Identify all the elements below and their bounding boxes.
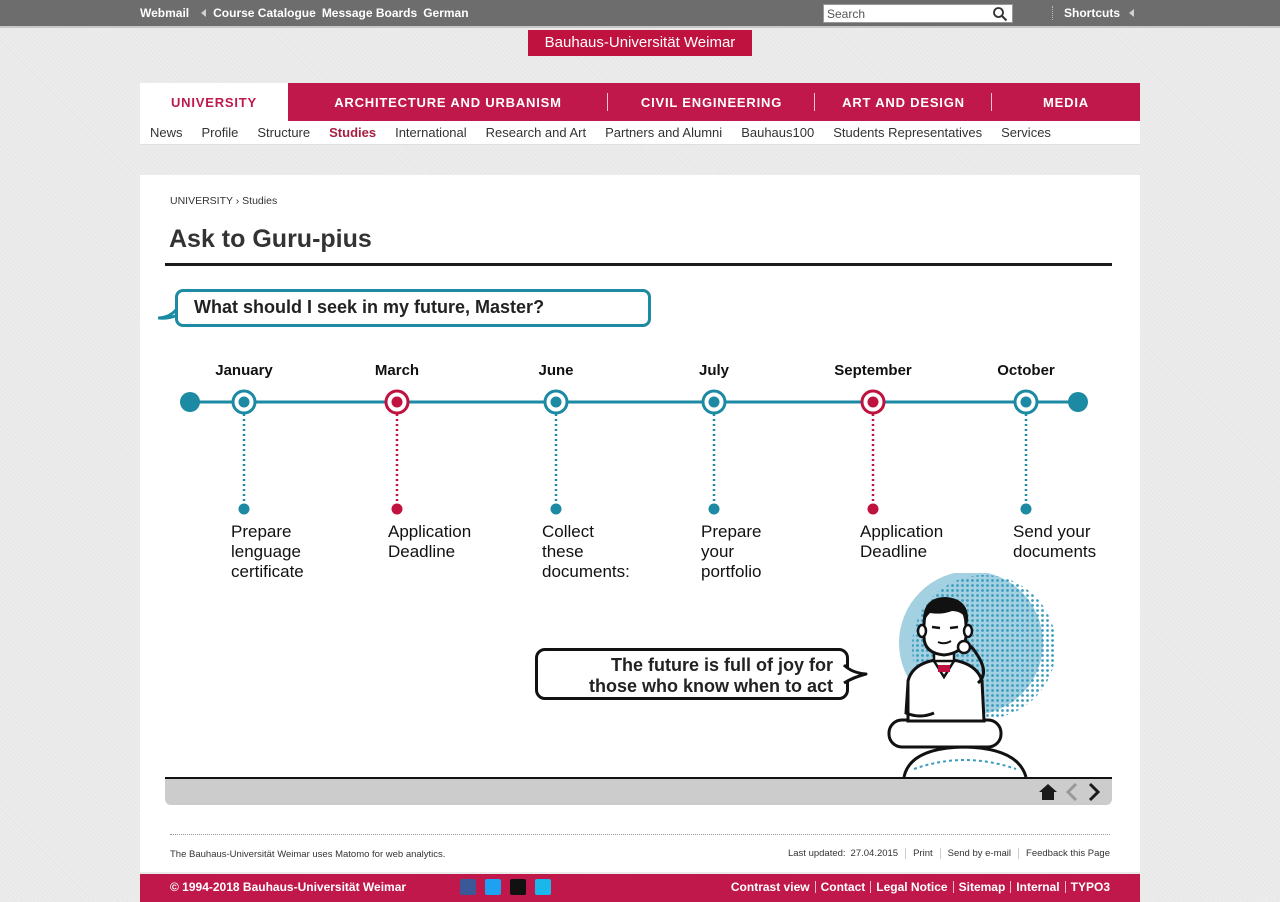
facebook-icon[interactable]	[460, 879, 476, 895]
milestone-node-core	[239, 397, 250, 408]
tab-architecture-and-urbanism[interactable]	[288, 83, 608, 121]
tab-art-and-design[interactable]	[815, 83, 992, 121]
chevron-left-icon[interactable]	[1064, 782, 1080, 802]
print-link[interactable]: Print	[913, 848, 933, 859]
breadcrumb-current: Studies	[242, 195, 278, 207]
month-label: January	[215, 362, 273, 379]
breadcrumb-separator: ›	[235, 195, 240, 207]
subnav-international[interactable]: International	[395, 125, 467, 140]
language-german-link[interactable]: German	[423, 6, 469, 20]
divider	[1065, 881, 1066, 893]
page-meta	[788, 848, 1110, 859]
twitter-icon[interactable]	[485, 879, 501, 895]
timeline-graphic	[140, 385, 1140, 545]
subnav-bauhaus100[interactable]: Bauhaus100	[741, 125, 815, 140]
search-icon[interactable]	[992, 6, 1008, 22]
breadcrumb	[170, 195, 277, 207]
answer-bubble	[535, 648, 849, 700]
milestone-node-core	[1021, 397, 1032, 408]
desc-line: certificate	[231, 562, 304, 581]
slide-nav-bar	[165, 777, 1112, 805]
message-boards-link[interactable]: Message Boards	[321, 6, 418, 20]
milestone-endpoint	[868, 504, 879, 515]
search-input[interactable]	[824, 5, 989, 22]
main-content	[140, 175, 1140, 872]
page-title: Ask to Guru-pius	[169, 225, 372, 253]
contrast-view-link[interactable]: Contrast view	[730, 880, 810, 894]
slide-nav-icons	[1038, 782, 1102, 802]
desc-line: Deadline	[388, 542, 456, 561]
desc-line: these	[542, 542, 584, 561]
desc-line: Prepare	[701, 522, 762, 541]
footer-rule	[170, 834, 1110, 835]
last-updated-label: Last updated:	[787, 848, 846, 859]
timeline	[140, 355, 1140, 585]
divider	[1052, 6, 1053, 20]
milestone-endpoint	[551, 504, 562, 515]
main-nav	[140, 83, 1140, 121]
milestone-description	[1013, 522, 1133, 562]
arrow-left-icon	[201, 9, 206, 17]
tab-civil-engineering[interactable]	[608, 83, 815, 121]
milestone-node-core	[709, 397, 720, 408]
answer-line: The future is full of joy for	[611, 655, 833, 675]
typo3-link[interactable]: TYPO3	[1070, 880, 1110, 894]
last-updated-date: 27.04.2015	[850, 848, 899, 859]
guru-illustration	[880, 573, 1060, 778]
university-logo[interactable]: Bauhaus-Universität Weimar	[528, 30, 752, 56]
tab-media[interactable]	[992, 83, 1140, 121]
milestone-endpoint	[1021, 504, 1032, 515]
milestone-endpoint	[392, 504, 403, 515]
vimeo-icon[interactable]	[535, 879, 551, 895]
sub-nav	[140, 121, 1140, 145]
subnav-news[interactable]: News	[150, 125, 183, 140]
milestone-description	[860, 522, 980, 562]
webmail-link[interactable]: Webmail	[140, 6, 190, 20]
month-label: October	[997, 362, 1055, 379]
tab-label: ARCHITECTURE AND URBANISM	[334, 94, 562, 110]
divider	[1010, 881, 1011, 893]
social-links	[460, 879, 551, 895]
footer-links	[731, 874, 1110, 900]
timeline-end-dot	[1068, 392, 1088, 412]
internal-link[interactable]: Internal	[1016, 880, 1060, 894]
send-email-link[interactable]: Send by e-mail	[947, 848, 1012, 859]
tab-label: UNIVERSITY	[170, 94, 257, 110]
milestone-node-core	[551, 397, 562, 408]
feedback-link[interactable]: Feedback this Page	[1026, 848, 1110, 859]
subnav-students-representatives[interactable]: Students Representatives	[833, 125, 983, 140]
answer-line: those who know when to act	[588, 676, 833, 696]
desc-line: documents:	[542, 562, 630, 581]
tab-label: ART AND DESIGN	[842, 94, 965, 110]
tab-label: MEDIA	[1043, 94, 1089, 110]
desc-line: Application	[388, 522, 472, 541]
top-links	[140, 0, 475, 26]
footer	[140, 874, 1140, 902]
divider	[905, 848, 906, 859]
timeline-start-dot	[180, 392, 200, 412]
subnav-profile[interactable]: Profile	[201, 125, 239, 140]
top-bar	[0, 0, 1280, 28]
desc-line: portfolio	[701, 562, 762, 581]
milestone-description	[701, 522, 821, 582]
sitemap-link[interactable]: Sitemap	[958, 880, 1006, 894]
arrow-left-icon	[1129, 9, 1134, 17]
subnav-services[interactable]: Services	[1001, 125, 1051, 140]
desc-line: Prepare	[231, 522, 292, 541]
tab-university[interactable]	[140, 83, 288, 121]
desc-line: documents	[1013, 542, 1097, 561]
home-icon[interactable]	[1038, 783, 1058, 801]
month-label: June	[538, 362, 574, 379]
speech-bubble-tail	[842, 663, 868, 685]
contact-link[interactable]: Contact	[820, 880, 866, 894]
month-label: September	[834, 362, 912, 379]
subnav-partners-and-alumni[interactable]: Partners and Alumni	[605, 125, 723, 140]
month-label: July	[698, 362, 730, 379]
milestone-node-core	[392, 397, 403, 408]
divider	[940, 848, 941, 859]
search-box	[823, 4, 1013, 23]
subnav-studies[interactable]: Studies	[329, 125, 377, 140]
course-catalogue-link[interactable]: Course Catalogue	[213, 6, 316, 20]
divider	[953, 881, 954, 893]
milestone-description	[542, 522, 662, 582]
shortcuts-label: Shortcuts	[1064, 6, 1121, 20]
divider	[870, 881, 871, 893]
divider	[815, 881, 816, 893]
desc-line: your	[701, 542, 735, 561]
copyright: © 1994-2018 Bauhaus-Universität Weimar	[170, 880, 407, 894]
divider	[1018, 848, 1019, 859]
desc-line: lenguage	[231, 542, 301, 561]
analytics-notice: The Bauhaus-Universität Weimar uses Matomo for web analytics.	[170, 849, 446, 860]
desc-line: Collect	[542, 522, 594, 541]
subnav-research-and-art[interactable]: Research and Art	[485, 125, 587, 140]
subnav-structure[interactable]: Structure	[257, 125, 311, 140]
title-rule	[165, 263, 1112, 266]
chevron-right-icon[interactable]	[1086, 782, 1102, 802]
milestone-node-core	[868, 397, 879, 408]
milestone-endpoint	[239, 504, 250, 515]
question-bubble: What should I seek in my future, Master?	[175, 289, 651, 327]
milestone-description	[388, 522, 508, 562]
tab-label: CIVIL ENGINEERING	[640, 94, 783, 110]
desc-line: Application	[860, 522, 944, 541]
desc-line: Send your	[1013, 522, 1091, 541]
milestone-endpoint	[709, 504, 720, 515]
instagram-icon[interactable]	[510, 879, 526, 895]
milestone-description	[231, 522, 351, 582]
desc-line: Deadline	[860, 542, 928, 561]
legal-notice-link[interactable]: Legal Notice	[876, 880, 948, 894]
month-label: March	[374, 362, 420, 379]
shortcuts-menu[interactable]	[1064, 0, 1134, 26]
breadcrumb-root-link[interactable]: UNIVERSITY	[170, 195, 233, 207]
